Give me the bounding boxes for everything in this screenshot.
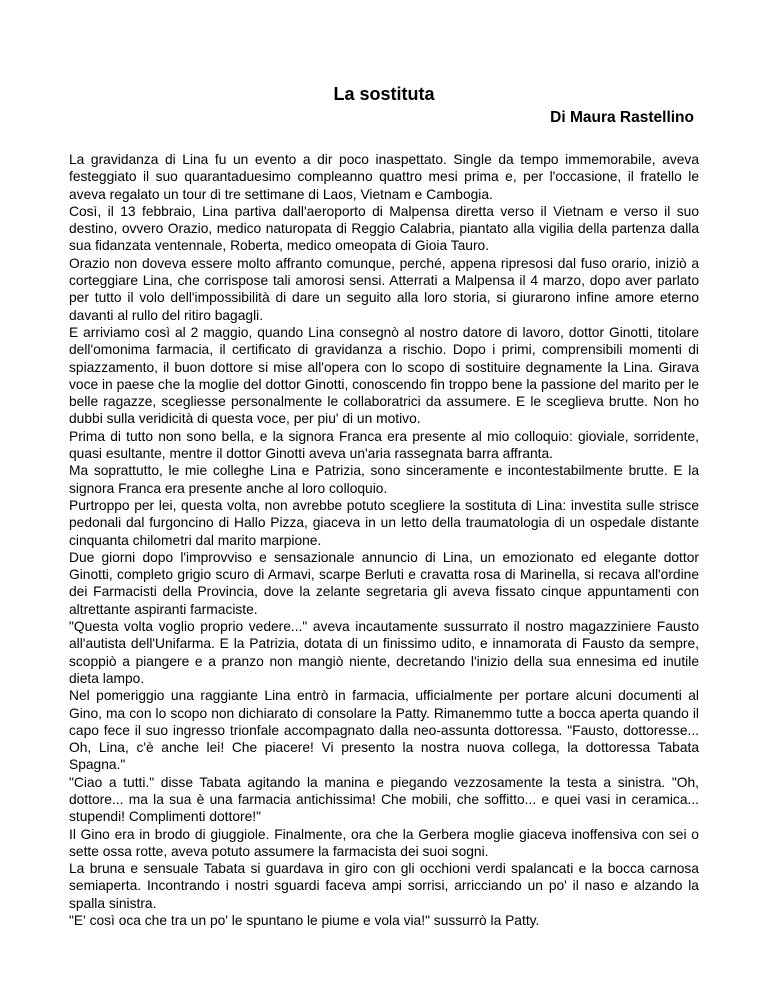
document-author: Di Maura Rastellino: [550, 109, 694, 126]
document-body: [69, 151, 699, 929]
paragraph: La bruna e sensuale Tabata si guardava in giro con gli occhioni verdi spalancati e la bocca carnosa semiaperta. Incontrando i nostri sguardi faceva ampi sorrisi, arricciando un po' il naso e alzando la spalla sinistra.: [69, 861, 699, 911]
paragraph: Il Gino era in brodo di giuggiole. Finalmente, ora che la Gerbera moglie giaceva inoffensiva con sei o sette ossa rotte, aveva potuto assumere la farmacista dei suoi sogni.: [69, 826, 699, 859]
paragraph: Orazio non doveva essere molto affranto comunque, perché, appena ripresosi dal fuso orario, iniziò a corteggiare Lina, che corrispose tali amorosi sensi. Atterrati a Malpensa il 4 marzo, dopo aver parlato per tutto il volo dell'impossibilità di dare un seguito alla loro storia, si giurarono infine amore eterno davanti al rullo del ritiro bagagli.: [69, 255, 699, 323]
paragraph: Così, il 13 febbraio, Lina partiva dall'aeroporto di Malpensa diretta verso il Vietnam e verso il suo destino, ovvero Orazio, medico naturopata di Reggio Calabria, piantato alla vigilia della partenza dalla sua fidanzata ventennale, Roberta, medico omeopata di Gioia Tauro.: [69, 203, 699, 254]
paragraph: E arriviamo così al 2 maggio, quando Lina consegnò al nostro datore di lavoro, dottor Ginotti, titolare dell'omonima farmacia, il certificato di gravidanza a rischio. Dopo i primi, comprensibili momenti di spiazzamento, il buon dottore si mise all'opera con lo scopo di sostituire degnamente la Lina. Girava voce in paese che la moglie del dottor Ginotti, conoscendo fin troppo bene la passione del marito per le belle ragazze, scegliesse personalmente le collaboratrici da assumere. E le sceglieva brutte. Non ho dubbi sulla veridicità di questa voce, per piu' di un motivo.: [69, 324, 699, 427]
paragraph: Nel pomeriggio una raggiante Lina entrò in farmacia, ufficialmente per portare alcuni documenti al Gino, ma con lo scopo non dichiarato di consolare la Patty. Rimanemmo tutte a bocca aperta quando il capo fece il suo ingresso trionfale accompagnato dalla neo-assunta dottoressa. "Fausto, dottoresse... Oh, Lina, c'è anche lei! Che piacere! Vi presento la nostra nuova collega, la dottoressa Tabata Spagna.": [69, 688, 699, 773]
paragraph: Purtroppo per lei, questa volta, non avrebbe potuto scegliere la sostituta di Lina: investita sulle strisce pedonali dal furgoncino di Hallo Pizza, giaceva in un letto della traumatologia di un ospedale distante cinquanta chilometri dal marito marpione.: [69, 497, 699, 548]
paragraph: "Ciao a tutti." disse Tabata agitando la manina e piegando vezzosamente la testa a sinistra. "Oh, dottore... ma la sua è una farmacia antichissima! Che mobili, che soffitto... e quei vasi in ceramica... stupendi! Complimenti dottore!": [69, 774, 699, 825]
paragraph: Due giorni dopo l'improvviso e sensazionale annuncio di Lina, un emozionato ed elegante dottor Ginotti, completo grigio scuro di Armavi, scarpe Berluti e cravatta rosa di Marinella, si recava all'ordine dei Farmacisti della Provincia, dove la zelante segretaria gli aveva fissato cinque appuntamenti con altrettante aspiranti farmaciste.: [69, 549, 699, 617]
document-title: La sostituta: [333, 84, 435, 104]
paragraph: "E' così oca che tra un po' le spuntano le piume e vola via!" sussurrò la Patty.: [69, 913, 540, 929]
paragraph: Ma soprattutto, le mie colleghe Lina e Patrizia, sono sinceramente e incontestabilmente brutte. E la signora Franca era presente anche al loro colloquio.: [69, 463, 699, 496]
paragraph: Prima di tutto non sono bella, e la signora Franca era presente al mio colloquio: gioviale, sorridente, quasi esultante, mentre il dottor Ginotti aveva un'aria rassegnata barra affranta.: [69, 428, 699, 462]
paragraph: La gravidanza di Lina fu un evento a dir poco inaspettato. Single da tempo immemorabile, aveva festeggiato il suo quarantaduesimo compleanno quattro mesi prima e, per l'occasione, il fratello le aveva regalato un tour di tre settimane di Laos, Vietnam e Cambogia.: [69, 152, 699, 202]
paragraph: "Questa volta voglio proprio vedere..." aveva incautamente sussurrato il nostro magazziniere Fausto all'autista dell'Unifarma. E la Patrizia, dotata di un finissimo udito, e innamorata di Fausto da sempre, scoppiò a piangere e a pranzo non mangiò niente, decretando l'inizio della sua ennesima ed inutile dieta lampo.: [69, 619, 699, 686]
